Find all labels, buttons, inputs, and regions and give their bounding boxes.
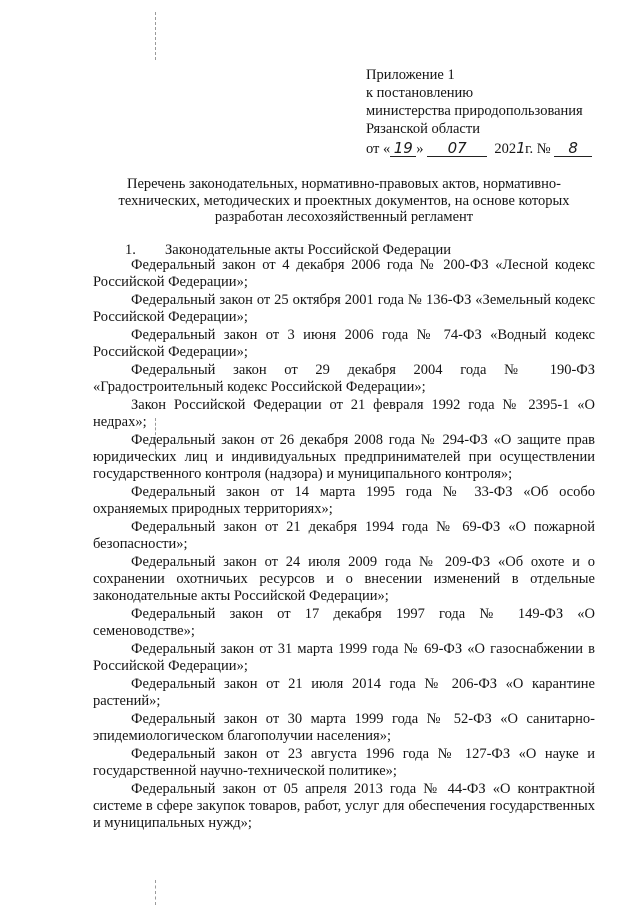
act-item: Федеральный закон от 23 августа 1996 года № 127-ФЗ «О науке и государственной научно-технической политике»;	[93, 746, 595, 779]
act-item: Федеральный закон от 21 июля 2014 года № 206-ФЗ «О карантине растений»;	[93, 676, 595, 709]
document-number-handwritten: 8	[554, 141, 592, 157]
act-item: Федеральный закон от 25 октября 2001 года № 136-ФЗ «Земельный кодекс Российской Федерации»;	[93, 292, 595, 325]
act-item: Федеральный закон от 4 декабря 2006 года № 200-ФЗ «Лесной кодекс Российской Федерации»;	[93, 257, 595, 290]
act-item: Федеральный закон от 26 декабря 2008 года № 294-ФЗ «О защите прав юридических лиц и индивидуальных предпринимателей при осуществлении государственного контроля (надзора) и муниципального контроля»;	[93, 432, 595, 482]
acts-list	[93, 257, 595, 833]
date-day-handwritten: 19	[390, 141, 416, 157]
act-item: Федеральный закон от 21 декабря 1994 года № 69-ФЗ «О пожарной безопасности»;	[93, 519, 595, 552]
act-item: Федеральный закон от 17 декабря 1997 года № 149-ФЗ «О семеноводстве»;	[93, 606, 595, 639]
act-item: Закон Российской Федерации от 21 февраля 1992 года № 2395-1 «О недрах»;	[93, 397, 595, 430]
number-prefix: г. №	[525, 141, 551, 157]
act-item: Федеральный закон от 24 июля 2009 года № 209-ФЗ «Об охоте и о сохранении охотничьих ресурсов и о внесении изменений в отдельные законодательные акты Российской Федерации»;	[93, 554, 595, 604]
binding-line-top	[155, 12, 156, 60]
act-item: Федеральный закон от 30 марта 1999 года № 52-ФЗ «О санитарно-эпидемиологическом благополучии населения»;	[93, 711, 595, 744]
act-item: Федеральный закон от 31 марта 1999 года № 69-ФЗ «О газоснабжении в Российской Федерации»;	[93, 641, 595, 674]
binding-line-bottom	[155, 880, 156, 905]
date-month-handwritten: 07	[427, 141, 487, 157]
appendix-line: к постановлению	[366, 85, 474, 101]
date-mid: »	[416, 141, 424, 157]
section-number: 1.	[125, 242, 136, 258]
date-prefix: от «	[366, 141, 391, 157]
act-item: Федеральный закон от 14 марта 1995 года № 33-ФЗ «Об особо охраняемых природных территориях»;	[93, 484, 595, 517]
date-year-digit-handwritten: 1	[516, 139, 526, 157]
document-title: Перечень законодательных, нормативно-правовых актов, нормативно-технических, методических и проектных документов, на основе которых разработан лесохозяйственный регламент	[118, 176, 570, 225]
act-item: Федеральный закон от 29 декабря 2004 года № 190-ФЗ «Градостроительный кодекс Российской Федерации»;	[93, 362, 595, 395]
section-title: Законодательные акты Российской Федерации	[165, 242, 452, 258]
appendix-line: Рязанской области	[366, 121, 480, 137]
act-item: Федеральный закон от 3 июня 2006 года № 74-ФЗ «Водный кодекс Российской Федерации»;	[93, 327, 595, 360]
date-year-prefix: 202	[494, 141, 517, 157]
appendix-line: министерства природопользования	[366, 103, 583, 119]
appendix-line: Приложение 1	[366, 67, 455, 83]
act-item: Федеральный закон от 05 апреля 2013 года № 44-ФЗ «О контрактной системе в сфере закупок товаров, работ, услуг для обеспечения государственных и муниципальных нужд»;	[93, 781, 595, 831]
appendix-date-line	[366, 140, 592, 158]
